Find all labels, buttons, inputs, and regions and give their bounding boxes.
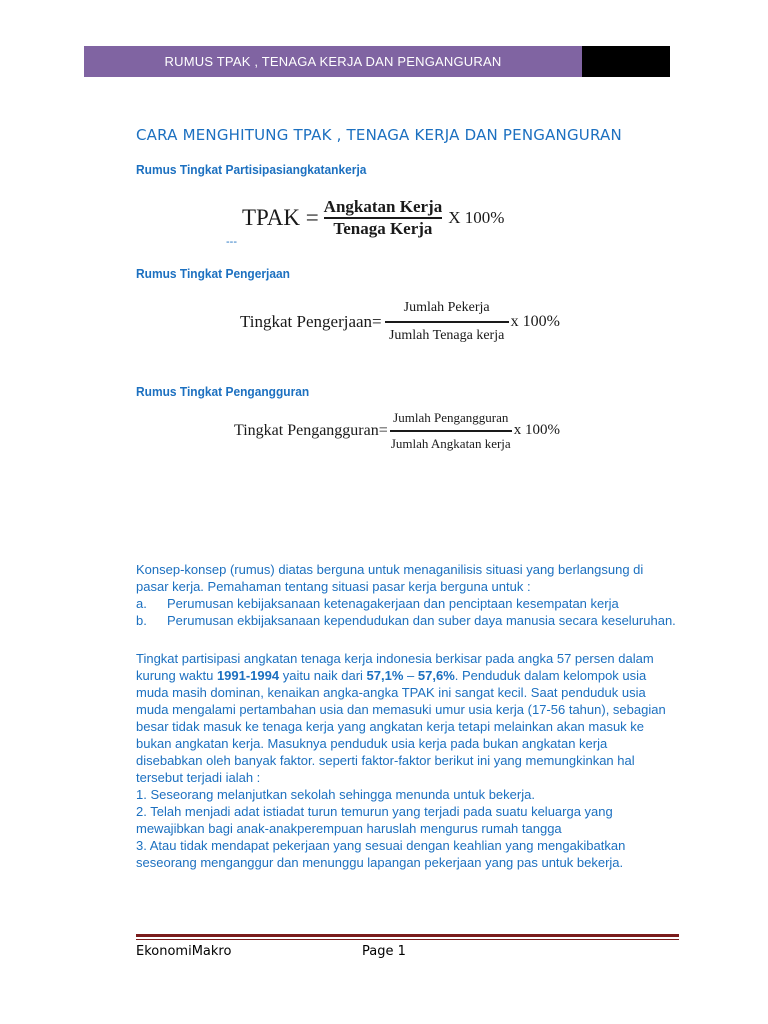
heading-tpak: Rumus Tingkat Partisipasiangkatankerja — [136, 162, 367, 177]
para2-to-value: 57,6% — [417, 668, 455, 683]
formula-pengerjaan-numerator: Jumlah Pekerja — [403, 300, 490, 315]
formula-pengerjaan — [240, 300, 560, 344]
paragraph-tingkat-partisipasi-text — [136, 650, 676, 786]
dash-mark: --- — [226, 236, 237, 248]
formula-tpak-numerator: Angkatan Kerja — [323, 197, 443, 216]
heading-pengangguran: Rumus Tingkat Pengangguran — [136, 384, 310, 399]
formula-pengangguran-numerator: Jumlah Pengangguran — [393, 410, 509, 425]
formula-tpak-fraction — [324, 197, 443, 239]
paragraph-konsep — [136, 561, 676, 629]
para2-part3: . Penduduk dalam kelompok usia muda masih dominan, kenaikan angka-angka TPAK ini sangat kecil. Saat penduduk usia muda mengalami pertambahan usia dan memasuki umur usia kerja (17-56 tahun), sebagian besar tidak masuk ke tenaga kerja yang angkatan kerja tetapi melainkan akan masuk ke bukan angkatan kerja. Masuknya penduduk usia kerja pada bukan angkatan kerja disebabkan oleh banyak faktor. seperti faktor-faktor berikut ini yang memungkinkan hal tersebut terjadi ialah : — [136, 668, 666, 785]
list-text-b: Perumusan ekbijaksanaan kependudukan dan suber daya manusia secara keseluruhan. — [167, 613, 676, 628]
list-item-a — [136, 595, 676, 612]
footer-left-text: EkonomiMakro — [136, 944, 232, 959]
paragraph-tingkat-partisipasi — [136, 650, 676, 871]
formula-pengerjaan-fraction — [385, 300, 509, 344]
document-title: CARA MENGHITUNG TPAK , TENAGA KERJA DAN PENGANGURAN — [136, 126, 622, 144]
header-band — [84, 46, 670, 77]
formula-tpak-denominator: Tenaga Kerja — [333, 218, 433, 238]
formula-pengangguran — [234, 410, 560, 452]
heading-pengerjaan: Rumus Tingkat Pengerjaan — [136, 266, 290, 281]
formula-pengerjaan-multiplier: x 100% — [510, 312, 560, 330]
formula-pengangguran-fraction — [390, 410, 512, 452]
factor-item-1: 1. Seseorang melanjutkan sekolah sehingga menunda untuk bekerja. — [136, 787, 535, 802]
footer-page-number: Page 1 — [362, 944, 406, 959]
factor-item-3: 3. Atau tidak mendapat pekerjaan yang sesuai dengan keahlian yang mengakibatkan seseorang menganggur dan menunggu lapangan pekerjaan yang pas untuk bekerja. — [136, 838, 626, 870]
para2-from-value: 57,1% — [366, 668, 404, 683]
list-item-b — [136, 612, 676, 629]
list-marker-b: b. — [136, 613, 147, 628]
list-text-a: Perumusan kebijaksanaan ketenagakerjaan dan penciptaan kesempatan kerja — [167, 596, 619, 611]
formula-pengerjaan-lhs: Tingkat Pengerjaan= — [240, 311, 382, 331]
para2-part1: Tingkat partisipasi angkatan tenaga kerja indonesia berkisar pada angka 57 persen dalam kurung waktu — [136, 651, 654, 683]
list-marker-a: a. — [136, 596, 147, 611]
para2-part2: yaitu naik dari — [279, 668, 367, 683]
formula-tpak-multiplier: X 100% — [448, 207, 505, 227]
para2-dash: – — [403, 668, 418, 683]
formula-pengangguran-denominator: Jumlah Angkatan kerja — [390, 435, 511, 451]
header-black-block — [582, 46, 670, 77]
formula-pengangguran-lhs: Tingkat Pengangguran= — [234, 421, 388, 439]
formula-tpak — [242, 197, 504, 239]
paragraph-konsep-text: Konsep-konsep (rumus) diatas berguna untuk menaganilisis situasi yang berlangsung di pasar kerja. Pemahaman tentang situasi pasar kerja berguna untuk : — [136, 562, 644, 594]
formula-pengangguran-multiplier: x 100% — [513, 422, 561, 439]
factor-item-2: 2. Telah menjadi adat istiadat turun temurun yang terjadi pada suatu keluarga yang mewajibkan bagi anak-anakperempuan haruslah mengurus rumah tangga — [136, 804, 613, 836]
formula-pengerjaan-denominator: Jumlah Tenaga kerja — [388, 327, 505, 343]
formula-tpak-lhs: TPAK = — [242, 204, 319, 230]
header-title: RUMUS TPAK , TENAGA KERJA DAN PENGANGURAN — [164, 54, 502, 69]
para2-years: 1991-1994 — [216, 668, 280, 683]
footer-rule-thick — [136, 934, 679, 937]
footer-rule-thin — [136, 939, 679, 940]
